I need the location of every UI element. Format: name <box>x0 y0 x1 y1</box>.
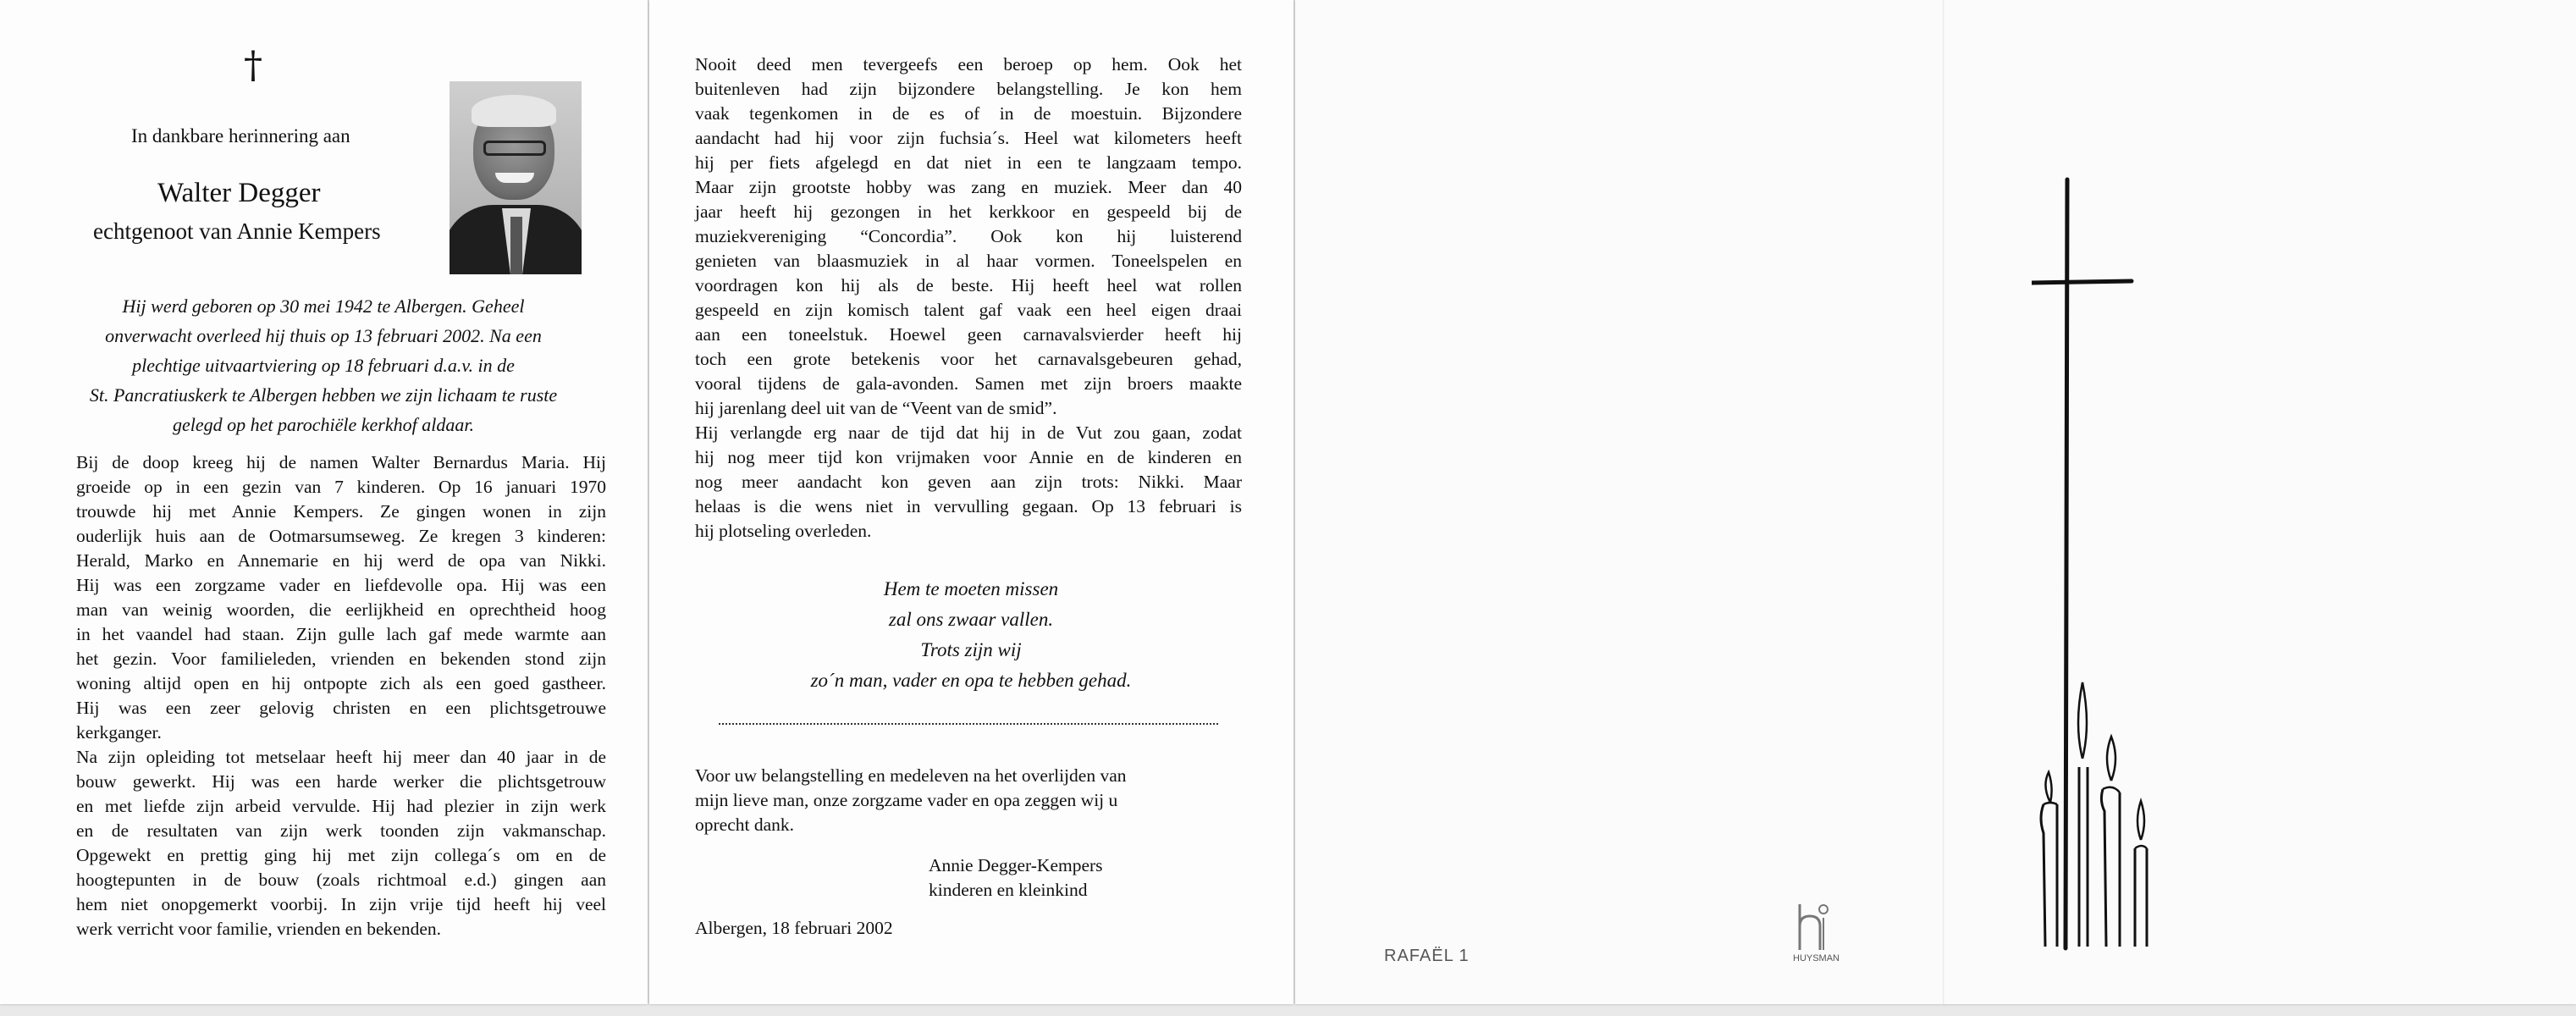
memorial-intro: In dankbare herinnering aan <box>131 125 350 146</box>
card-cover-panel <box>1295 0 2576 1004</box>
birth-death-paragraph: Hij werd geboren op 30 mei 1942 te Albergen. Geheel onverwacht overleed hij thuis op 13 februari 2002. Na een plechtige uitvaartviering op 18 februari d.a.v. in de St. Pancratiuskerk te Albergen hebben we zijn lichaam te ruste gelegd op het parochiële kerkhof aldaar. <box>89 295 558 435</box>
deceased-name: Walter Degger <box>157 178 321 208</box>
family-signature: Annie Degger-Kempers kinderen en kleinkind <box>929 855 1103 900</box>
cross-with-candles-icon <box>2032 174 2167 953</box>
biography-paragraph-1: Bij de doop kreeg hij de namen Walter Bernardus Maria. Hij groeide op in een gezin van 7 kinderen. Op 16 januari 1970 trouwde hij met Annie Kempers. Ze gingen wonen in zijn ouderlijk huis aan de Ootmarsumseweg. Ze kregen 3 kinderen: Herald, Marko en Annemarie en hij werd de opa van Nikki. Hij was een zorgzame vader en liefdevolle opa. Hij was een man van weinig woorden, die eerlijkheid en oprechtheid hoog in het vaandel had staan. Zijn gulle lach gaf mede warmte aan het gezin. Voor familieleden, vrienden en bekenden stond zijn woning altijd open en hij ontpopte zich als een goed gastheer. Hij was een zeer gelovig christen en een plichtsgetrouwe kerkganger. Na zijn opleiding tot metselaar heeft hij meer dan 40 jaar in de bouw gewerkt. Hij was een harde werker die plichtsgetrouw en met liefde zijn arbeid vervulde. Hij had plezier in zijn werk en de resultaten van zijn werk toonden zijn vakmanschap. Opgewekt en prettig ging hij met zijn collega´s om en de hoogtepunten in de bouw (zoals richtmoal e.d.) gingen aan hem niet onopgemerkt voorbij. In zijn vrije tijd heeft hij veel werk verricht voor familie, vrienden en bekenden. <box>76 452 606 939</box>
dotted-divider <box>719 723 1218 725</box>
place-date: Albergen, 18 februari 2002 <box>695 918 893 938</box>
model-code: RAFAËL 1 <box>1384 947 1470 965</box>
fold-line <box>1943 0 1944 1004</box>
memorial-poem: Hem te moeten missen zal ons zwaar vallen. Trots zijn wij zo´n man, vader en opa te hebben gehad. <box>810 578 1132 691</box>
cross-icon: † <box>244 44 262 87</box>
logo-text: HUYSMAN <box>1793 953 1840 964</box>
card-middle-panel <box>649 0 1294 1004</box>
spouse-line: echtgenoot van Annie Kempers <box>93 218 381 244</box>
thanks-paragraph: Voor uw belangstelling en medeleven na het overlijden van mijn lieve man, onze zorgzame vader en opa zeggen wij u oprecht dank. <box>695 765 1127 835</box>
huysman-logo-icon <box>1793 901 1840 974</box>
portrait-photo <box>450 81 582 274</box>
card-left-panel <box>0 0 648 1004</box>
biography-paragraph-2: Nooit deed men tevergeefs een beroep op hem. Ook het buitenleven had zijn bijzondere belangstelling. Je kon hem vaak tegenkomen in de es of in de moestuin. Bijzondere aandacht had hij voor zijn fuchsia´s. Heel wat kilometers heeft hij per fiets afgelegd en dat niet in een te langzaam tempo. Maar zijn grootste hobby was zang en muziek. Meer dan 40 jaar heeft hij gezongen in het kerkkoor en gespeeld bij de muziekvereniging “Concordia”. Ook kon hij luisterend genieten van blaasmuziek in al haar vormen. Toneelspelen en voordragen kon hij als de beste. Hij heeft heel wat rollen gespeeld en zijn komisch talent gaf vaak een heel eigen draai aan een toneelstuk. Hoewel geen carnavalsvierder heeft hij toch een grote betekenis voor het carnavalsgebeuren gehad, vooral tijdens de gala-avonden. Samen met zijn broers maakte hij jarenlang deel uit van de “Veent van de smid”. Hij verlangde erg naar de tijd dat hij in de Vut zou gaan, zodat hij nog meer tijd kon vrijmaken voor Annie en de kinderen en nog meer aandacht kon geven aan zijn trots: Nikki. Maar helaas is die wens niet in vervulling gegaan. Op 13 februari is hij plotseling overleden. <box>695 54 1242 541</box>
